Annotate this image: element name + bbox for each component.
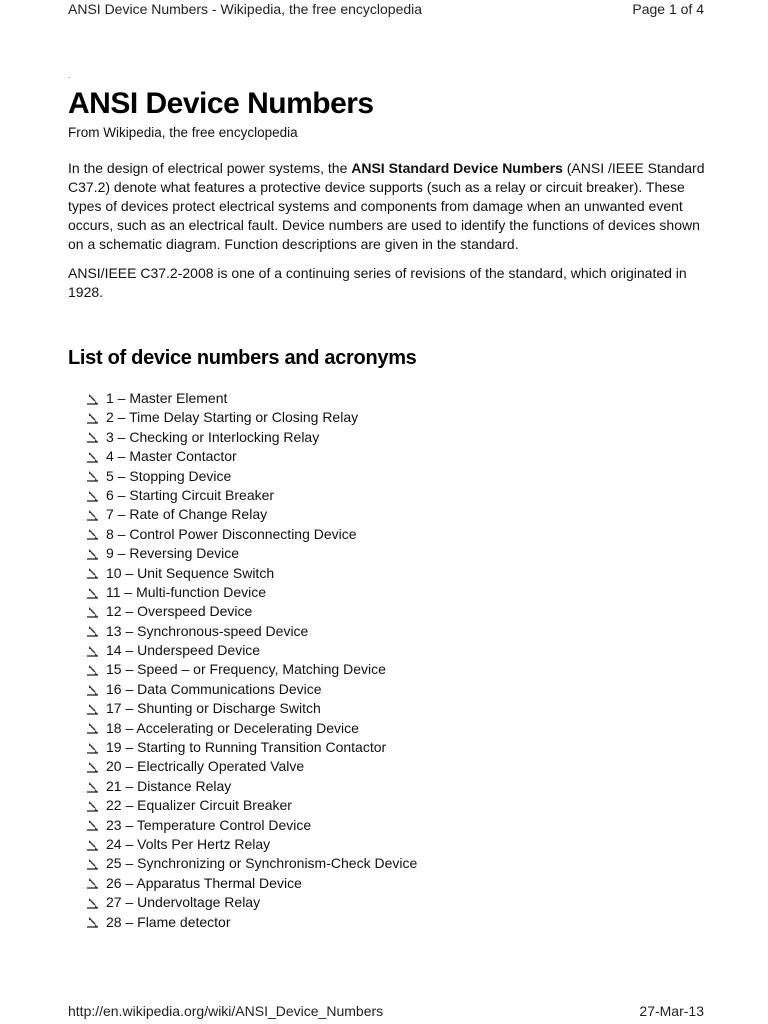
list-item-label: 16 – Data Communications Device xyxy=(106,680,322,697)
print-header-title: ANSI Device Numbers - Wikipedia, the free encyclopedia xyxy=(68,1,423,17)
list-item xyxy=(86,408,710,427)
list-bullet-icon xyxy=(86,567,100,579)
print-header xyxy=(68,0,704,20)
list-item-label: 11 – Multi-function Device xyxy=(106,583,267,600)
list-bullet-icon xyxy=(86,703,100,715)
list-item xyxy=(86,913,710,932)
list-bullet-icon xyxy=(86,819,100,831)
print-footer xyxy=(68,1002,704,1022)
list-item-label: 5 – Stopping Device xyxy=(106,467,232,484)
list-item xyxy=(86,738,710,757)
footer-date: 27-Mar-13 xyxy=(639,1003,704,1019)
list-bullet-icon xyxy=(86,625,100,637)
list-item xyxy=(86,486,710,505)
list-item-label: 15 – Speed – or Frequency, Matching Device xyxy=(106,661,386,678)
list-item xyxy=(86,564,710,583)
list-item xyxy=(86,854,710,873)
list-bullet-icon xyxy=(86,528,100,540)
list-bullet-icon xyxy=(86,897,100,909)
list-item xyxy=(86,525,710,544)
list-item xyxy=(86,428,710,447)
list-item-label: 24 – Volts Per Hertz Relay xyxy=(106,835,271,852)
list-bullet-icon xyxy=(86,839,100,851)
list-item-label: 18 – Accelerating or Decelerating Device xyxy=(106,719,359,736)
list-item-label: 25 – Synchronizing or Synchronism-Check Device xyxy=(106,855,418,872)
list-item-label: 2 – Time Delay Starting or Closing Relay xyxy=(106,409,359,426)
list-item xyxy=(86,544,710,563)
list-item-label: 8 – Control Power Disconnecting Device xyxy=(106,525,357,542)
list-item-label: 27 – Undervoltage Relay xyxy=(106,894,261,911)
intro-text-end: (ANSI /IEEE Standard C37.2) denote what features a protective device supports (such as a relay or circuit breaker). These types of devices protect electrical systems and components from damage when an unwanted event occurs, such as an electrical fault. Device numbers are used to identify the functions of devices shown on a schematic diagram. Function descriptions are given in the standard. xyxy=(68,160,705,252)
list-item-label: 3 – Checking or Interlocking Relay xyxy=(106,428,320,445)
list-item xyxy=(86,622,710,641)
list-bullet-icon xyxy=(86,548,100,560)
list-item xyxy=(86,816,710,835)
list-item-label: 20 – Electrically Operated Valve xyxy=(106,758,305,775)
article-subtitle: From Wikipedia, the free encyclopedia xyxy=(68,125,298,140)
list-bullet-icon xyxy=(86,722,100,734)
list-item xyxy=(86,505,710,524)
list-item xyxy=(86,719,710,738)
list-bullet-icon xyxy=(86,800,100,812)
list-item xyxy=(86,699,710,718)
list-bullet-icon xyxy=(86,877,100,889)
list-bullet-icon xyxy=(86,742,100,754)
list-item-label: 19 – Starting to Running Transition Contactor xyxy=(106,739,387,756)
list-bullet-icon xyxy=(86,761,100,773)
page-title: ANSI Device Numbers xyxy=(68,87,374,120)
article-content xyxy=(68,84,710,932)
list-item-label: 17 – Shunting or Discharge Switch xyxy=(106,700,321,717)
list-bullet-icon xyxy=(86,916,100,928)
list-item xyxy=(86,389,710,408)
list-item xyxy=(86,583,710,602)
list-item xyxy=(86,660,710,679)
list-item-label: 9 – Reversing Device xyxy=(106,545,240,562)
list-bullet-icon xyxy=(86,587,100,599)
list-bullet-icon xyxy=(86,451,100,463)
list-bullet-icon xyxy=(86,781,100,793)
list-item-label: 7 – Rate of Change Relay xyxy=(106,506,268,523)
list-item-label: 22 – Equalizer Circuit Breaker xyxy=(106,797,292,814)
list-bullet-icon xyxy=(86,490,100,502)
footer-url[interactable]: http://en.wikipedia.org/wiki/ANSI_Device_Numbers xyxy=(68,1003,384,1019)
intro-paragraph xyxy=(68,159,710,254)
list-item-label: 26 – Apparatus Thermal Device xyxy=(106,874,302,891)
list-bullet-icon xyxy=(86,412,100,424)
list-item-label: 12 – Overspeed Device xyxy=(106,603,253,620)
list-item-label: 10 – Unit Sequence Switch xyxy=(106,564,275,581)
list-item xyxy=(86,447,710,466)
section-heading: List of device numbers and acronyms xyxy=(68,347,417,369)
list-item xyxy=(86,467,710,486)
intro-text-start: In the design of electrical power systems, the xyxy=(68,160,352,176)
list-bullet-icon xyxy=(86,858,100,870)
list-bullet-icon xyxy=(86,664,100,676)
list-item xyxy=(86,893,710,912)
list-item xyxy=(86,641,710,660)
list-item-label: 13 – Synchronous-speed Device xyxy=(106,622,309,639)
list-item-label: 23 – Temperature Control Device xyxy=(106,816,312,833)
intro-bold-term: ANSI Standard Device Numbers xyxy=(351,160,563,176)
list-item xyxy=(86,602,710,621)
list-item xyxy=(86,777,710,796)
print-header-page-number: Page 1 of 4 xyxy=(632,1,704,17)
list-item-label: 4 – Master Contactor xyxy=(106,448,237,465)
revision-paragraph: ANSI/IEEE C37.2-2008 is one of a continuing series of revisions of the standard, which originated in 1928. xyxy=(68,265,687,300)
list-item xyxy=(86,835,710,854)
list-item-label: 6 – Starting Circuit Breaker xyxy=(106,486,275,503)
list-bullet-icon xyxy=(86,431,100,443)
list-bullet-icon xyxy=(86,645,100,657)
list-bullet-icon xyxy=(86,393,100,405)
list-item xyxy=(86,757,710,776)
list-item xyxy=(86,796,710,815)
device-list xyxy=(68,389,710,932)
list-item-label: 28 – Flame detector xyxy=(106,913,231,930)
list-item xyxy=(86,874,710,893)
list-bullet-icon xyxy=(86,470,100,482)
list-bullet-icon xyxy=(86,606,100,618)
list-item-label: 21 – Distance Relay xyxy=(106,777,232,794)
list-item xyxy=(86,680,710,699)
list-bullet-icon xyxy=(86,684,100,696)
list-item-label: 14 – Underspeed Device xyxy=(106,642,261,659)
list-item-label: 1 – Master Element xyxy=(106,390,228,406)
list-bullet-icon xyxy=(86,509,100,521)
tiny-mark: . xyxy=(68,71,71,80)
